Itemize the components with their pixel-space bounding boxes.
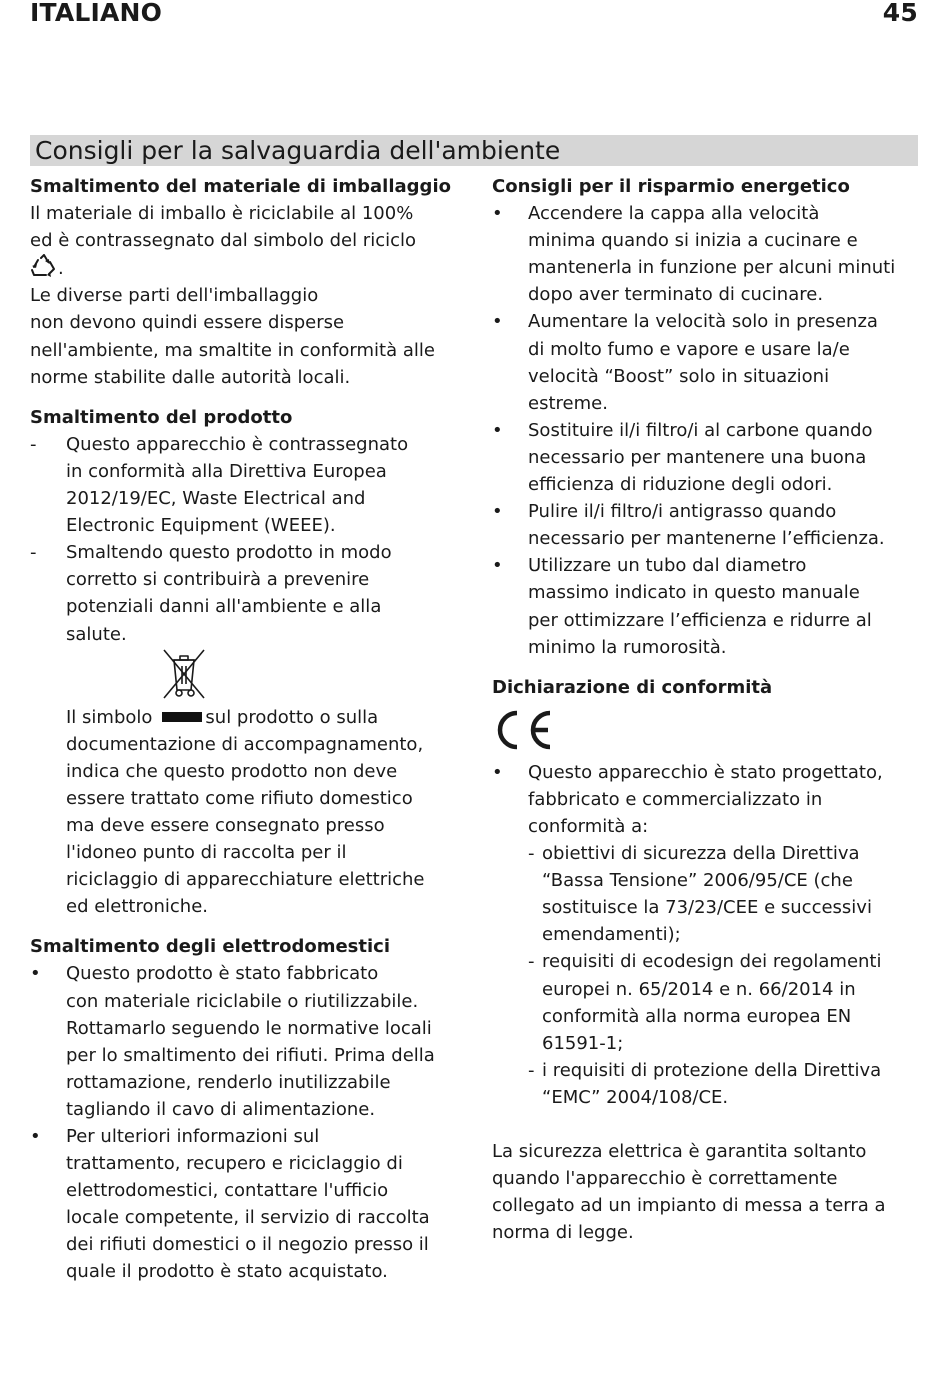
list-item-line: in conformità alla Direttiva Europea <box>66 460 387 482</box>
list-item-line: salute. <box>66 623 127 645</box>
list-item-line: tagliando il cavo di alimentazione. <box>66 1098 376 1120</box>
list-item-line: Aumentare la velocità solo in presenza <box>528 311 878 333</box>
list-item-line: di molto fumo e vapore e usare la/e <box>528 338 850 360</box>
page-header <box>30 0 918 30</box>
list-item-line: Utilizzare un tubo dal diametro <box>528 555 807 577</box>
list-item-line: necessario per mantenere una buona <box>528 446 867 468</box>
recycle-symbol-period: . <box>58 258 64 280</box>
dash-marker: - <box>528 951 535 973</box>
list-item-line: dei rifiuti domestici o il negozio presso il <box>66 1234 429 1256</box>
list-item-line: necessario per mantenerne l’efficienza. <box>528 528 885 550</box>
appliances-title: Smaltimento degli elettrodomestici <box>30 936 390 958</box>
bullet-marker: • <box>30 1126 41 1147</box>
list-item <box>30 431 470 539</box>
list-item <box>492 552 922 660</box>
sub-item-line: requisiti di ecodesign dei regolamenti <box>542 951 882 973</box>
section-title: Consigli per la salvaguardia dell'ambiente <box>35 136 561 165</box>
bullet-marker: • <box>492 555 503 577</box>
sub-list-item <box>492 948 922 1056</box>
bullet-marker: • <box>30 963 41 985</box>
bullet-marker: • <box>492 419 503 441</box>
dash-marker: - <box>30 542 37 564</box>
list-item-line: trattamento, recupero e riciclaggio di <box>66 1153 403 1175</box>
list-item-line: per lo smaltimento dei rifiuti. Prima della <box>66 1044 435 1066</box>
list-item-line: 2012/19/EC, Waste Electrical and <box>66 488 366 510</box>
closing-line: quando l'apparecchio è correttamente <box>492 1168 838 1190</box>
weee-explanation <box>30 731 470 921</box>
bullet-marker: • <box>492 311 503 333</box>
list-item-line: estreme. <box>528 392 608 414</box>
list-item <box>492 200 922 308</box>
list-item-line: conformità a: <box>528 815 649 837</box>
sub-item-line: i requisiti di protezione della Direttiva <box>542 1059 882 1081</box>
weee-bar-icon <box>162 712 202 722</box>
list-item-line: Questo apparecchio è contrassegnato <box>66 433 409 455</box>
list-item <box>30 539 470 647</box>
list-item-line: quale il prodotto è stato acquistato. <box>66 1261 388 1283</box>
weee-line: essere trattato come rifiuto domestico <box>66 787 413 809</box>
list-item-line: minimo la rumorosità. <box>528 636 727 658</box>
packaging-line: nell'ambiente, ma smaltite in conformità alle <box>30 339 435 361</box>
sub-list-item <box>492 1057 922 1111</box>
bullet-marker: • <box>492 203 503 225</box>
list-item-line: Questo apparecchio è stato progettato, <box>528 761 883 783</box>
sub-item-line: conformità alla norma europea EN <box>542 1005 852 1027</box>
left-column <box>30 173 470 1286</box>
crossed-out-wheelie-bin-icon <box>160 648 208 700</box>
list-item-line: per ottimizzare l’efficienza e ridurre al <box>528 609 872 631</box>
ce-mark-icon <box>492 709 554 751</box>
packaging-title: Smaltimento del materiale di imballaggio <box>30 176 451 197</box>
list-item-line: Accendere la cappa alla velocità <box>528 203 820 225</box>
closing-line: norma di legge. <box>492 1222 634 1244</box>
weee-symbol-line <box>30 704 470 731</box>
list-item-line: velocità “Boost” solo in situazioni <box>528 365 830 387</box>
energy-title: Consigli per il risparmio energetico <box>492 176 850 197</box>
sub-item-line: europei n. 65/2014 e n. 66/2014 in <box>542 978 856 1000</box>
conformity-title: Dichiarazione di conformità <box>492 676 773 698</box>
sub-item-line: emendamenti); <box>542 924 681 946</box>
weee-symbol-row <box>30 648 470 704</box>
dash-marker: - <box>528 1059 535 1081</box>
list-item <box>492 498 922 552</box>
list-item-line: locale competente, il servizio di raccolta <box>66 1207 430 1229</box>
section-banner <box>30 135 918 166</box>
dash-marker: - <box>528 843 535 865</box>
list-item-line: massimo indicato in questo manuale <box>528 582 860 604</box>
list-item-line: minima quando si inizia a cucinare e <box>528 230 858 252</box>
list-item-line: corretto si contribuirà a prevenire <box>66 569 370 591</box>
weee-text-after: sul prodotto o sulla <box>205 706 379 728</box>
list-item-line: Per ulteriori informazioni sul <box>66 1126 320 1147</box>
list-item-line: Pulire il/i filtro/i antigrasso quando <box>528 501 837 523</box>
sub-item-line: “Bassa Tensione” 2006/95/CE (che <box>542 870 853 892</box>
list-item <box>492 759 922 840</box>
right-column <box>492 173 922 1246</box>
list-item <box>492 417 922 498</box>
ce-mark-row <box>492 701 922 759</box>
list-item <box>30 960 470 1123</box>
list-item-line: Electronic Equipment (WEEE). <box>66 515 336 537</box>
weee-line: l'idoneo punto di raccolta per il <box>66 842 347 864</box>
recycle-icon <box>30 254 58 278</box>
list-item-line: con materiale riciclabile o riutilizzabile. <box>66 990 419 1012</box>
list-item-line: mantenerla in funzione per alcuni minuti <box>528 257 896 279</box>
list-item <box>30 1123 470 1286</box>
list-item-line: potenziali danni all'ambiente e alla <box>66 596 382 618</box>
list-item-line: rottamazione, renderlo inutilizzabile <box>66 1071 391 1093</box>
sub-item-line: obiettivi di sicurezza della Direttiva <box>542 843 860 865</box>
bullet-marker: • <box>492 761 503 783</box>
list-item-line: elettrodomestici, contattare l'ufficio <box>66 1180 389 1202</box>
packaging-line: non devono quindi essere disperse <box>30 312 345 334</box>
closing-line: collegato ad un impianto di messa a terra a <box>492 1195 886 1217</box>
list-item-line: efficienza di riduzione degli odori. <box>528 474 833 496</box>
list-item-line: Questo prodotto è stato fabbricato <box>66 963 379 985</box>
packaging-line: Le diverse parti dell'imballaggio <box>30 285 319 307</box>
sub-item-line: sostituisce la 73/23/CEE e successivi <box>542 897 872 919</box>
sub-list-item <box>492 840 922 948</box>
packaging-line: ed è contrassegnato dal simbolo del riciclo <box>30 230 417 252</box>
recycle-symbol-line <box>30 254 470 282</box>
closing-line: La sicurezza elettrica è garantita soltanto <box>492 1141 867 1162</box>
weee-line: riciclaggio di apparecchiature elettriche <box>66 869 425 891</box>
bullet-marker: • <box>492 501 503 523</box>
list-item-line: Rottamarlo seguendo le normative locali <box>66 1017 432 1039</box>
weee-line: indica che questo prodotto non deve <box>66 760 398 782</box>
packaging-line: Il materiale di imballo è riciclabile al 100% <box>30 203 414 225</box>
product-title: Smaltimento del prodotto <box>30 406 293 428</box>
list-item-line: Smaltendo questo prodotto in modo <box>66 542 392 564</box>
weee-text-before: Il simbolo <box>66 706 153 728</box>
weee-line: ed elettroniche. <box>66 896 209 918</box>
dash-marker: - <box>30 433 37 455</box>
weee-line: ma deve essere consegnato presso <box>66 814 385 836</box>
weee-line: documentazione di accompagnamento, <box>66 733 424 755</box>
list-item-line: dopo aver terminato di cucinare. <box>528 284 824 306</box>
sub-item-line: “EMC” 2004/108/CE. <box>542 1086 729 1108</box>
list-item-line: fabbricato e commercializzato in <box>528 788 823 810</box>
list-item <box>492 308 922 416</box>
packaging-line: norme stabilite dalle autorità locali. <box>30 366 351 388</box>
language-label: ITALIANO <box>30 0 163 27</box>
page-number: 45 <box>882 0 918 27</box>
sub-item-line: 61591-1; <box>542 1032 624 1054</box>
list-item-line: Sostituire il/i filtro/i al carbone quando <box>528 419 873 441</box>
